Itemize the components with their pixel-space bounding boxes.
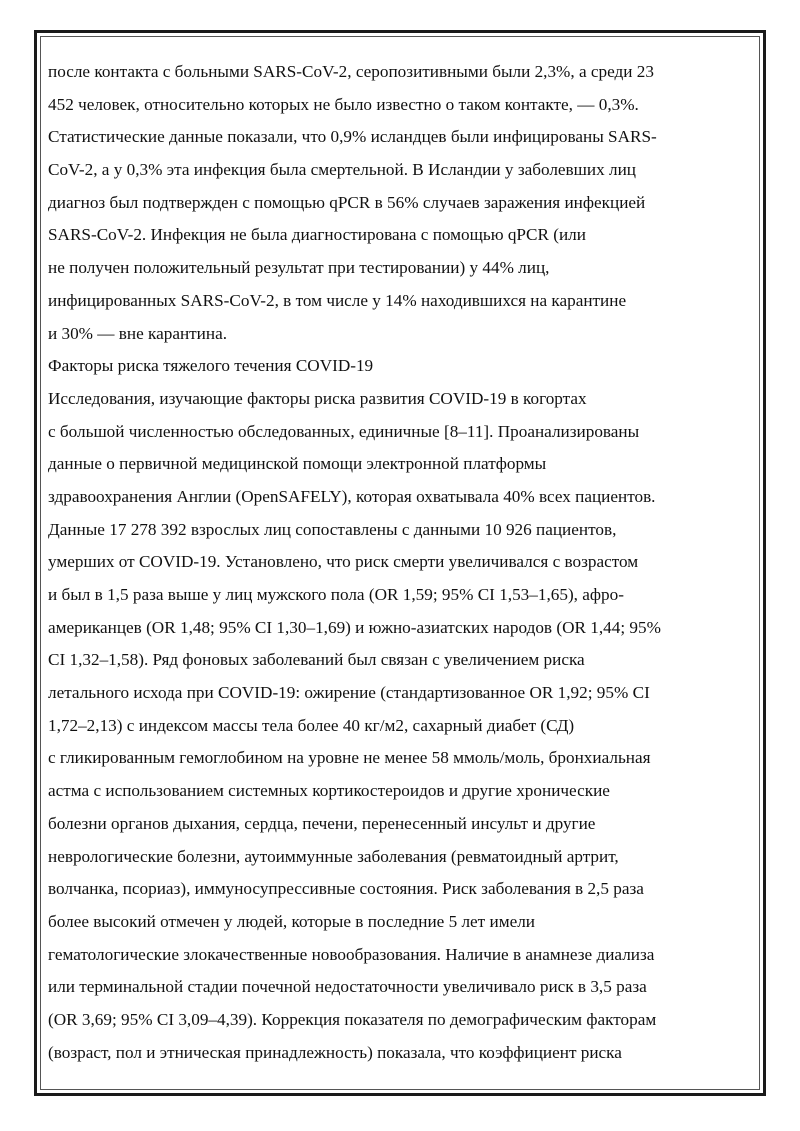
text-line: CI 1,32–1,58). Ряд фоновых заболеваний был связан с увеличением риска — [48, 650, 585, 670]
text-line: волчанка, псориаз), иммуносупрессивные состояния. Риск заболевания в 2,5 раза — [48, 879, 644, 899]
text-line: и был в 1,5 раза выше у лиц мужского пола (OR 1,59; 95% CI 1,53–1,65), афро- — [48, 585, 624, 604]
text-line: американцев (OR 1,48; 95% CI 1,30–1,69) и южно-азиатских народов (OR 1,44; 95% — [48, 617, 661, 637]
text-line: неврологические болезни, аутоиммунные заболевания (ревматоидный артрит, — [48, 846, 619, 866]
text-line: (OR 3,69; 95% CI 3,09–4,39). Коррекция показателя по демографическим факторам — [48, 1009, 657, 1029]
text-line: Исследования, изучающие факторы риска развития COVID-19 в когортах — [48, 388, 587, 408]
text-line: более высокий отмечен у людей, которые в последние 5 лет имели — [48, 911, 535, 931]
text-line: после контакта с больными SARS-CoV-2, серопозитивными были 2,3%, а среди 23 — [48, 62, 654, 81]
text-line: 452 человек, относительно которых не было известно о таком контакте, — 0,3%. — [48, 94, 639, 114]
text-line: диагноз был подтвержден с помощью qPCR в 56% случаев заражения инфекцией — [48, 192, 646, 212]
text-line: с гликированным гемоглобином на уровне не менее 58 ммоль/моль, бронхиальная — [48, 748, 651, 768]
text-line: гематологические злокачественные новообразования. Наличие в анамнезе диализа — [48, 944, 655, 964]
text-line: CoV-2, а у 0,3% эта инфекция была смертельной. В Исландии у заболевших лиц — [48, 160, 636, 180]
text-line: умерших от COVID-19. Установлено, что риск смерти увеличивался с возрастом — [48, 552, 639, 572]
text-line: (возраст, пол и этническая принадлежность) показала, что коэффициент риска — [48, 1042, 622, 1062]
text-line: SARS-CoV-2. Инфекция не была диагностирована с помощью qPCR (или — [48, 225, 586, 245]
text-line: данные о первичной медицинской помощи электронной платформы — [48, 454, 547, 474]
section-heading: Факторы риска тяжелого течения COVID-19 — [48, 356, 374, 376]
text-line: Данные 17 278 392 взрослых лиц сопоставлены с данными 10 926 пациентов, — [48, 519, 617, 539]
text-line: 1,72–2,13) с индексом массы тела более 40 кг/м2, сахарный диабет (СД) — [48, 715, 575, 735]
text-line: здравоохранения Англии (OpenSAFELY), которая охватывала 40% всех пациентов. — [48, 486, 656, 506]
text-line: летального исхода при COVID-19: ожирение (стандартизованное OR 1,92; 95% CI — [48, 683, 650, 703]
text-line: Статистические данные показали, что 0,9% исландцев были инфицированы SARS- — [48, 127, 657, 147]
text-line: астма с использованием системных кортикостероидов и другие хронические — [48, 781, 610, 801]
text-line: или терминальной стадии почечной недостаточности увеличивало риск в 3,5 раза — [48, 977, 647, 997]
document-body — [48, 56, 748, 1069]
text-line: не получен положительный результат при тестировании) у 44% лиц, — [48, 258, 550, 278]
text-line: инфицированных SARS-CoV-2, в том числе у 14% находившихся на карантине — [48, 290, 627, 310]
text-line: с большой численностью обследованных, единичные [8–11]. Проанализированы — [48, 421, 640, 441]
text-line: болезни органов дыхания, сердца, печени, перенесенный инсульт и другие — [48, 813, 596, 833]
text-line: и 30% — вне карантина. — [48, 323, 227, 343]
